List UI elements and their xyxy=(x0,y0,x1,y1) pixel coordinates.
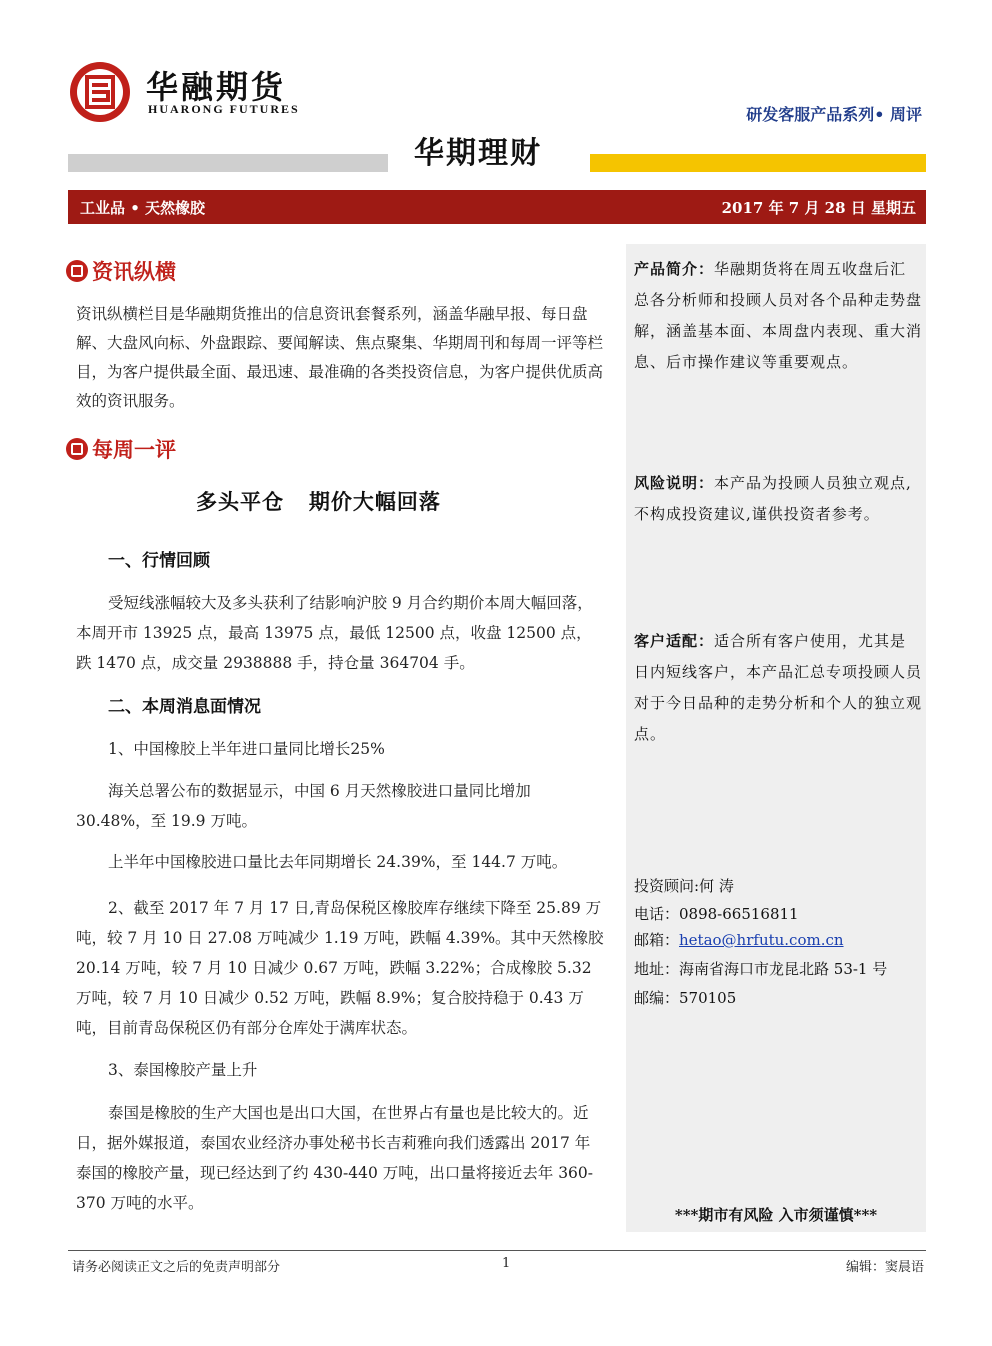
news-intro-text: 资讯纵横栏目是华融期货推出的信息资讯套餐系列，涵盖华融早报、每日盘解、大盘风向标、外盘跟踪、要闻解读、焦点聚集、华期周刊和每周一评等栏目，为客户提供最全面、最迅速、最准确的各类投资信息，为客户提供优质高效的资讯服务。 xyxy=(76,305,604,410)
risk-notice: 风险说明：本产品为投顾人员独立观点,不构成投资建议,谨供投资者参考。 xyxy=(634,474,912,523)
advisor-email: 邮箱：hetao@hrfutu.com.cn xyxy=(634,931,844,949)
paragraph-half-year: 上半年中国橡胶进口量比去年同期增长 24.39%，至 144.7 万吨。 xyxy=(108,853,568,871)
news-item-1: 1、中国橡胶上半年进口量同比增长25% xyxy=(108,740,385,758)
news-item-3: 3、泰国橡胶产量上升 xyxy=(108,1061,258,1079)
subheading-news: 二、本周消息面情况 xyxy=(108,697,261,717)
series-label: 研发客服产品系列• 周评 xyxy=(746,105,922,124)
section-heading-news: 资讯纵横 xyxy=(66,256,176,286)
paragraph-market-review: 受短线涨幅较大及多头获利了结影响沪胶 9 月合约期价本周大幅回落，本周开市 13925 点，最高 13975 点，最低 12500 点，收盘 12500 点，跌 1470 点，成交量 2938888 手，持仓量 364704 手。 xyxy=(76,594,593,672)
client-fit: 客户适配：适合所有客户使用，尤其是日内短线客户，本产品汇总专项投顾人员对于今日品种的走势分析和个人的独立观点。 xyxy=(634,632,923,743)
product-intro: 产品简介：华融期货将在周五收盘后汇总各分析师和投顾人员对各个品种走势盘解，涵盖基本面、本周盘内表现、重大消息、后市操作建议等重要观点。 xyxy=(634,260,923,371)
section-heading-weekly: 每周一评 xyxy=(66,434,176,464)
paragraph-import-data: 海关总署公布的数据显示，中国 6 月天然橡胶进口量同比增加 30.48%，至 19.9 万吨。 xyxy=(76,782,531,830)
header-bar-gray xyxy=(68,154,388,172)
header-bar-yellow xyxy=(590,154,926,172)
page-title: 华期理财 xyxy=(414,136,542,171)
category-label: 工业品 • 天然橡胶 xyxy=(80,199,206,217)
page-number: 1 xyxy=(502,1256,511,1271)
brand-name-cn: 华融期货 xyxy=(146,68,287,106)
report-date: 2017 年 7 月 28 日 星期五 xyxy=(721,199,916,217)
paragraph-inventory: 2、截至 2017 年 7 月 17 日,青岛保税区橡胶库存继续下降至 25.89 万吨，较 7 月 10 日 27.08 万吨减少 1.19 万吨，跌幅 4.39%。其中天然橡胶 20.14 万吨，较 7 月 10 日减少 0.67 万吨，跌幅 3.22%；合成橡胶 5.32 万吨，较 7 月 10 日减少 0.52 万吨，跌幅 8.9%；复合胶持稳于 0.43 万吨，目前青岛保税区仍有部分仓库处于满库状态。 xyxy=(76,899,604,1037)
advisor-postcode: 邮编：570105 xyxy=(634,989,737,1007)
paragraph-thailand: 泰国是橡胶的生产大国也是出口大国，在世界占有量也是比较大的。近日，据外媒报道，泰国农业经济办事处秘书长吉莉雅向我们透露出 2017 年泰国的橡胶产量，现已经达到了约 430-440 万吨，出口量将接近去年 360-370 万吨的水平。 xyxy=(76,1104,594,1212)
sidebar xyxy=(626,244,926,1232)
category-band xyxy=(68,190,926,224)
email-link[interactable]: hetao@hrfutu.com.cn xyxy=(679,931,844,949)
risk-warning: ***期市有风险 入市须谨慎*** xyxy=(674,1206,878,1224)
brand-name-en: HUARONG FUTURES xyxy=(148,102,300,116)
company-logo xyxy=(68,60,132,124)
logo-bullet-icon xyxy=(66,438,88,460)
logo-bullet-icon xyxy=(66,260,88,282)
article-title: 多头平仓 期价大幅回落 xyxy=(196,490,441,514)
footer-disclaimer: 请务必阅读正文之后的免责声明部分 xyxy=(72,1260,281,1275)
footer-editor: 编辑：窦晨语 xyxy=(845,1260,924,1275)
advisor-address: 地址：海南省海口市龙昆北路 53-1 号 xyxy=(634,960,888,978)
footer-divider xyxy=(68,1250,926,1251)
advisor-name: 投资顾问:何 涛 xyxy=(634,877,734,895)
advisor-phone: 电话：0898-66516811 xyxy=(634,905,799,923)
subheading-market-review: 一、行情回顾 xyxy=(108,551,210,571)
